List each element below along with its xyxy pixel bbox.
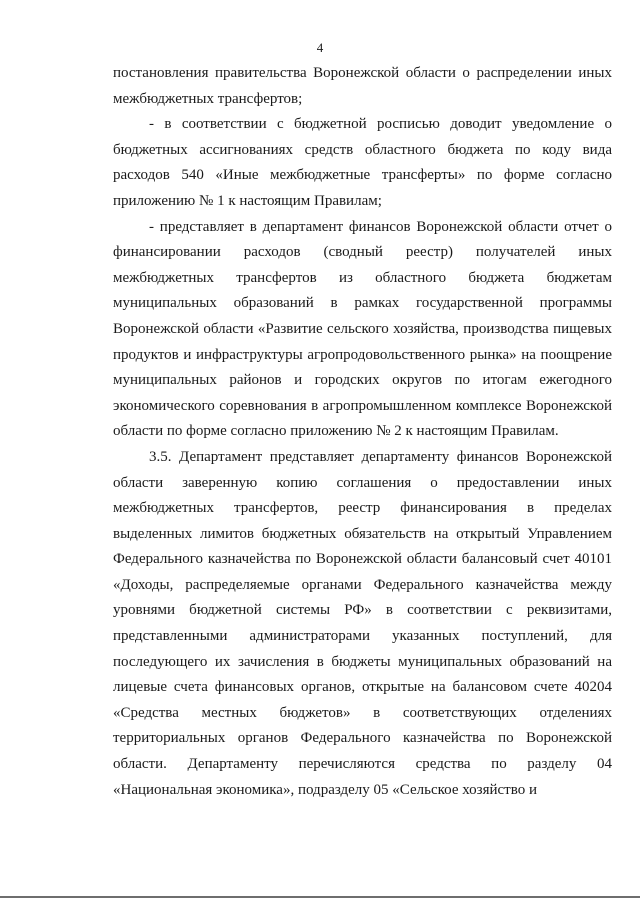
document-body — [113, 61, 612, 803]
page-bottom-edge — [0, 896, 640, 898]
paragraph-notification-item: - в соответствии с бюджетной росписью доводит уведомление о бюджетных ассигнованиях средств областного бюджета по коду вида расходов 540 «Иные межбюджетные трансферты» по форме согласно приложению № 1 к настоящим Правилам; — [113, 116, 612, 209]
page-number: 4 — [316, 40, 324, 55]
paragraph-continuation: постановления правительства Воронежской области о распределении иных межбюджетных трансфертов; — [113, 65, 612, 107]
paragraph-report-item: - представляет в департамент финансов Воронежской области отчет о финансировании расходов (сводный реестр) получателей иных межбюджетных трансфертов из областного бюджета бюджетам муниципальных образований в рамках государственной программы Воронежской области «Развитие сельского хозяйства, производства пищевых продуктов и инфраструктуры агропродовольственного рынка» на поощрение муниципальных районов и городских округов по итогам ежегодного экономического соревнования в агропромышленном комплексе Воронежской области по форме согласно приложению № 2 к настоящим Правилам. — [113, 218, 612, 440]
paragraph-section-3-5: 3.5. Департамент представляет департаменту финансов Воронежской области заверенную копию соглашения о предоставлении иных межбюджетных трансфертов, реестр финансирования в пределах выделенных лимитов бюджетных обязательств на открытый Управлением Федерального казначейства по Воронежской области балансовый счет 40101 «Доходы, распределяемые органами Федерального казначейства между уровнями бюджетной системы РФ» в соответствии с реквизитами, представленными администраторами указанных поступлений, для последующего их зачисления в бюджеты муниципальных образований на лицевые счета финансовых органов, открытые на балансовом счете 40204 «Средства местных бюджетов» в соответствующих отделениях территориальных органов Федерального казначейства по Воронежской области. Департаменту перечисляются средства по разделу 04 «Национальная экономика», подразделу 05 «Сельское хозяйство и — [113, 448, 612, 798]
